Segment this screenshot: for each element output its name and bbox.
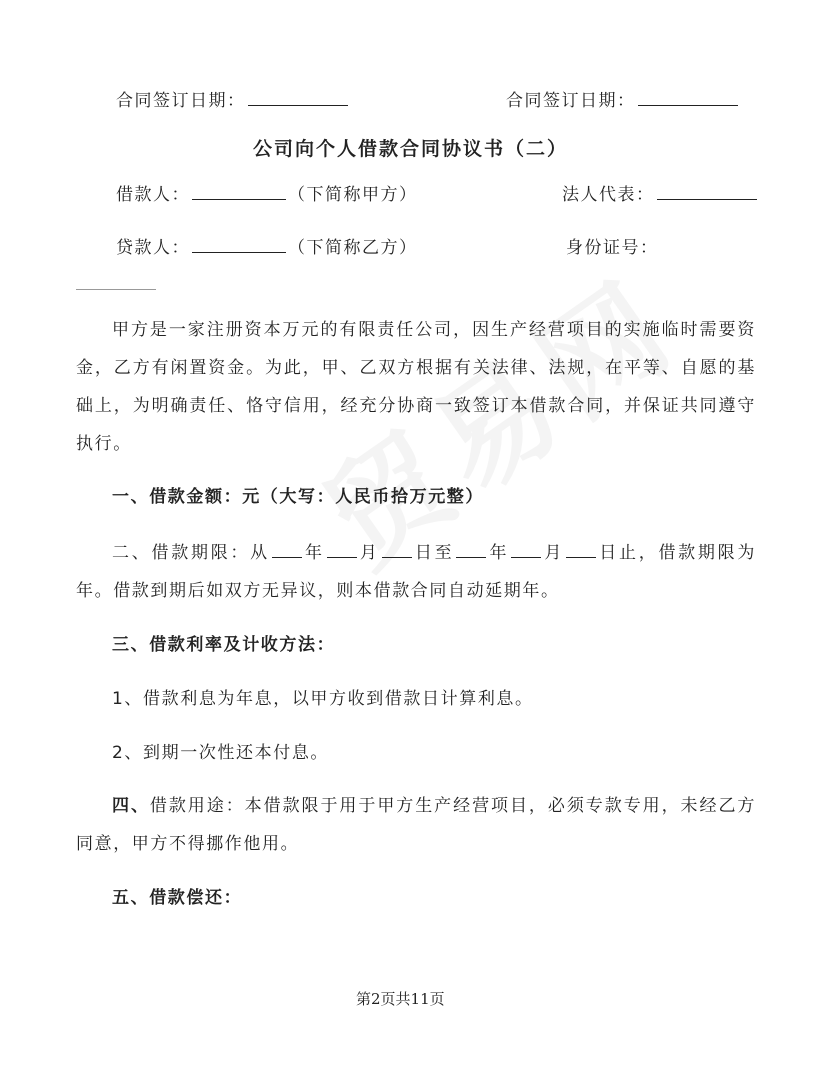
- section-4: [76, 787, 756, 863]
- sign-date-left-label: 合同签订日期：: [116, 91, 246, 111]
- start-month-blank: [327, 556, 357, 558]
- separator-line: [76, 289, 156, 290]
- intro-text: 甲方是一家注册资本万元的有限责任公司，因生产经营项目的实施临时需要资金，乙方有闲置资金。为此，甲、乙双方根据有关法律、法规，在平等、自愿的基础上，为明确责任、恪守信用，经充分协商一致签订本借款合同，并保证共同遵守执行。: [76, 320, 756, 454]
- sign-date-left-blank: [248, 104, 348, 106]
- end-day-blank: [566, 556, 596, 558]
- sign-date-right-blank: [638, 104, 738, 106]
- legal-rep-line: [562, 180, 759, 205]
- section-5-text: 五、借款偿还：: [112, 888, 243, 908]
- lender-note: （下简称乙方）: [288, 238, 418, 258]
- sign-date-right-label: 合同签订日期：: [506, 91, 636, 111]
- borrower-note: （下简称甲方）: [288, 185, 418, 205]
- borrower-label: 借款人：: [116, 185, 190, 205]
- section-3-text: 三、借款利率及计收方法：: [112, 635, 336, 655]
- end-month-blank: [511, 556, 541, 558]
- section-2: [76, 534, 756, 610]
- start-year-blank: [272, 556, 302, 558]
- legal-rep-label: 法人代表：: [562, 185, 655, 205]
- start-year-label: 年: [303, 543, 325, 563]
- section-1-text: 一、借款金额：元（大写：人民币拾万元整）: [112, 487, 484, 507]
- lender-blank: [192, 251, 286, 253]
- section-2-text: [76, 534, 756, 610]
- section-4-heading: 四、: [112, 796, 150, 816]
- start-day-blank: [382, 556, 412, 558]
- end-year-label: 年: [488, 543, 510, 563]
- intro-paragraph: [76, 311, 756, 463]
- end-year-blank: [456, 556, 486, 558]
- lender-line: [116, 233, 418, 258]
- borrower-line: [116, 180, 418, 205]
- id-label: 身份证号：: [566, 238, 659, 258]
- section-3-item-2: [76, 734, 756, 772]
- section-2-prefix: 二、借款期限：从: [112, 543, 270, 563]
- start-day-to-label: 日至: [413, 543, 455, 563]
- page-title: 公司向个人借款合同协议书（二）: [253, 138, 569, 160]
- section-4-text: [76, 787, 756, 863]
- start-month-label: 月: [358, 543, 380, 563]
- section-3: [76, 626, 756, 664]
- sign-date-left: [116, 86, 350, 111]
- section-2-rest: 日止，借款期限为年。借款到期后如双方无异议，则本借款合同自动延期年。: [76, 543, 756, 601]
- section-1: [76, 478, 756, 516]
- borrower-blank: [192, 198, 286, 200]
- section-5: [76, 879, 756, 917]
- sign-date-right: [506, 86, 740, 111]
- legal-rep-blank: [657, 198, 757, 200]
- lender-label: 贷款人：: [116, 238, 190, 258]
- section-3-item-2-text: 2、到期一次性还本付息。: [112, 743, 330, 763]
- section-4-body: 借款用途：本借款限于用于甲方生产经营项目，必须专款专用，未经乙方同意，甲方不得挪作他用。: [76, 796, 756, 854]
- section-3-item-1-text: 1、借款利息为年息，以甲方收到借款日计算利息。: [112, 689, 534, 709]
- end-month-label: 月: [543, 543, 565, 563]
- section-3-item-1: [76, 680, 756, 718]
- page-footer: 第2页共11页: [356, 990, 445, 1008]
